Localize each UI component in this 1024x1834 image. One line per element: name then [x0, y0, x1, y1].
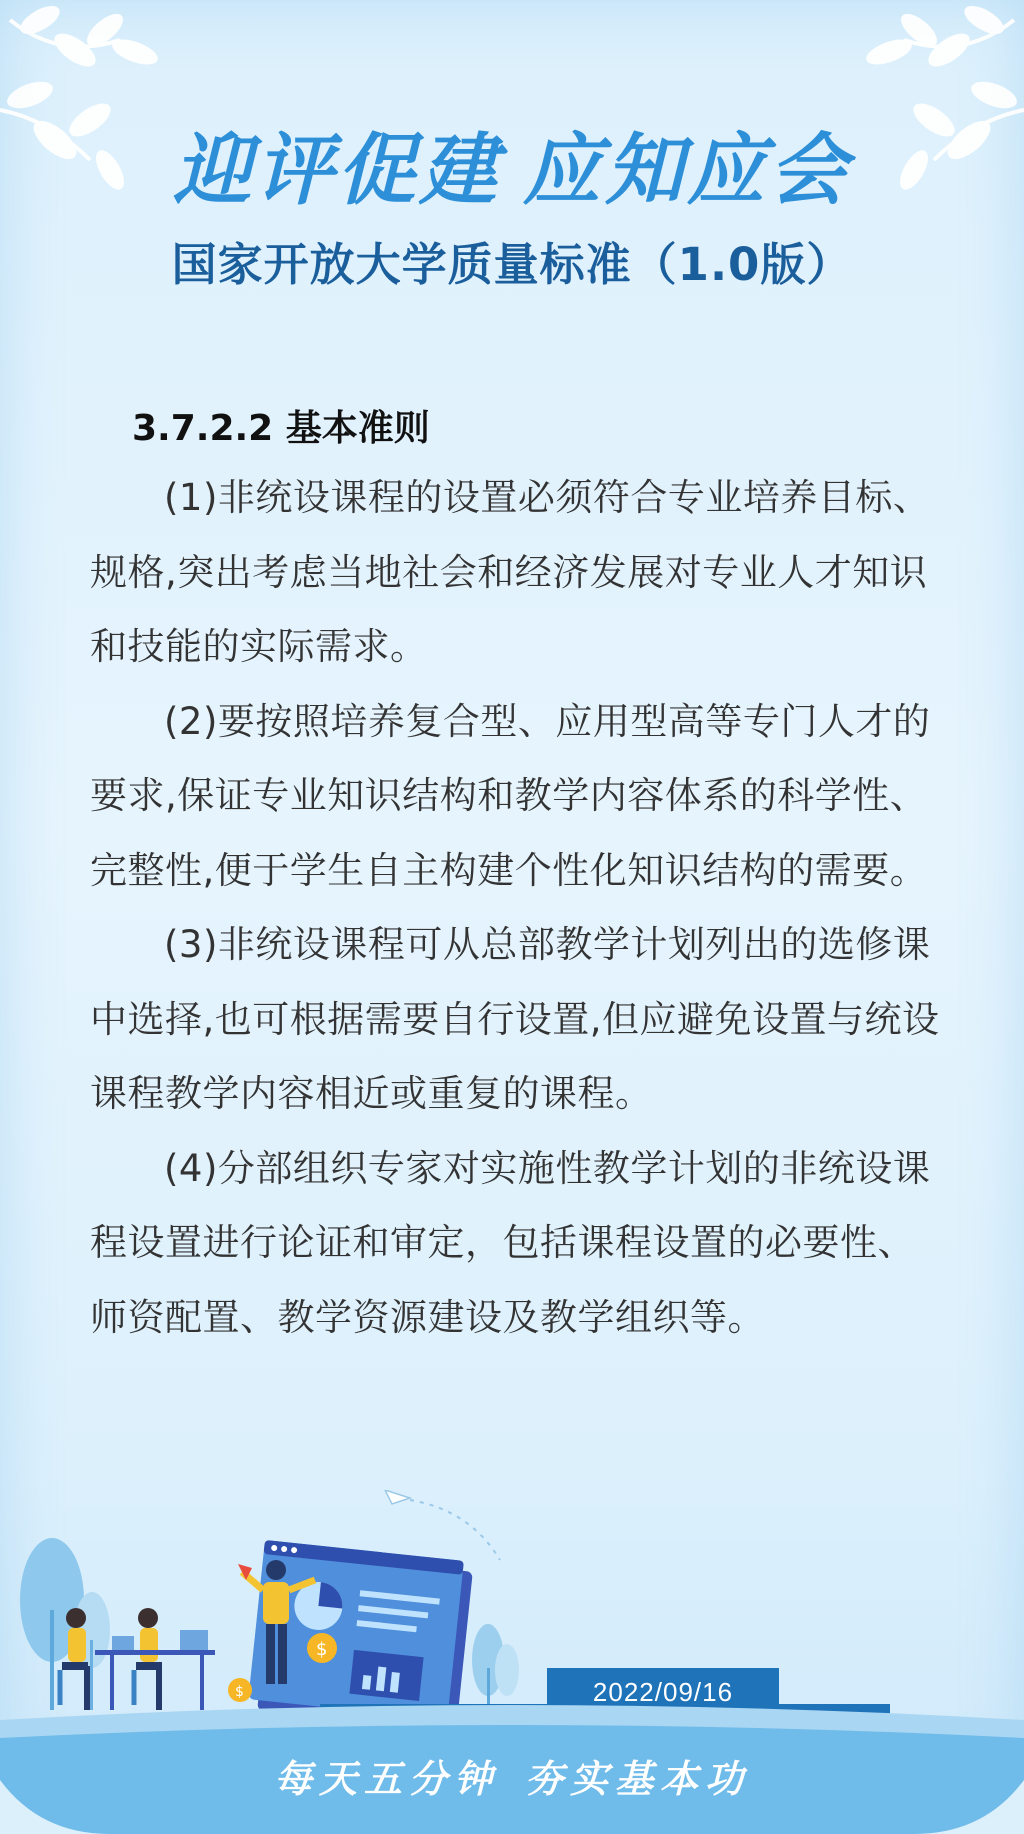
paragraph: (3)非统设课程可从总部教学计划列出的选修课中选择,也可根据需要自行设置,但应避免设置与统设课程教学内容相近或重复的课程。 [90, 923, 940, 1115]
motto-part-1: 每天五分钟 [273, 1756, 499, 1801]
office-presentation-illustration [0, 1490, 1024, 1720]
slogan-part-2: 应知应会 [523, 125, 852, 216]
date-badge: 2022/09/16 [547, 1668, 779, 1716]
paragraph: (4)分部组织专家对实施性教学计划的非统设课程设置进行论证和审定，包括课程设置的必要性、师资配置、教学资源建设及教学组织等。 [90, 1146, 931, 1339]
footer-motto [0, 1748, 1024, 1803]
section-heading: 3.7.2.2 基本准则 [132, 408, 430, 449]
paragraph: (1)非统设课程的设置必须符合专业培养目标、规格,突出考虑当地社会和经济发展对专业人才知识和技能的实际需求。 [90, 476, 931, 668]
paragraph: (2)要按照培养复合型、应用型高等专门人才的要求,保证专业知识结构和教学内容体系的科学性、完整性,便于学生自主构建个性化知识结构的需要。 [90, 699, 931, 892]
svg-text:$: $ [235, 1684, 244, 1700]
slogan-part-1: 迎评促建 [172, 125, 501, 216]
svg-text:$: $ [316, 1639, 328, 1660]
article-body [90, 461, 946, 1355]
page-slogan [0, 108, 1024, 220]
page-title: 国家开放大学质量标准（1.0版） [171, 238, 853, 291]
motto-part-2: 夯实基本功 [525, 1756, 751, 1801]
